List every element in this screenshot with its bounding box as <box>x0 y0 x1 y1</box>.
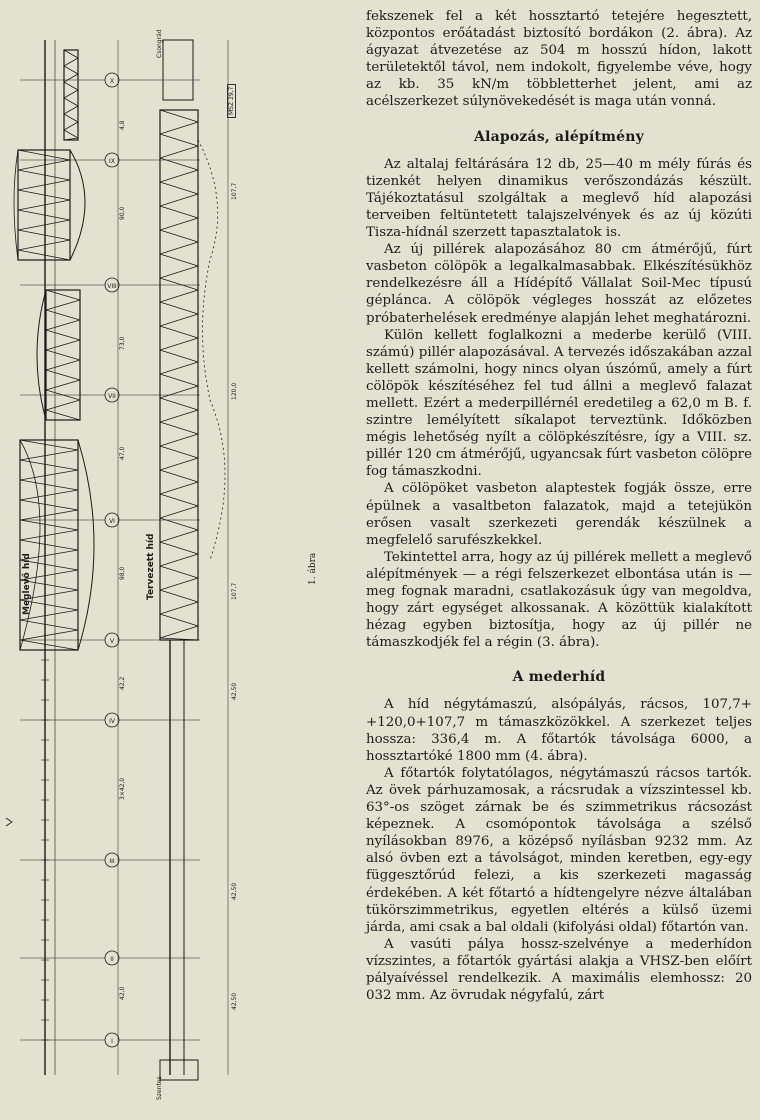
truss-diagonal <box>160 254 198 266</box>
truss-diagonal <box>18 200 70 210</box>
pier-number: X <box>109 78 115 85</box>
article-text-column <box>366 8 752 1004</box>
truss-diagonal <box>46 350 80 360</box>
span-dimension: 4,8 <box>119 120 126 130</box>
truss-diagonal <box>64 50 78 58</box>
truss-diagonal <box>46 320 80 330</box>
margin-mark <box>6 818 12 826</box>
truss-diagonal <box>160 590 198 602</box>
truss-diagonal <box>20 480 78 490</box>
section-heading-river-bridge: A mederhíd <box>512 669 606 686</box>
truss-diagonal <box>64 114 78 122</box>
truss-diagonal <box>160 134 198 146</box>
pier-number: I <box>111 1038 113 1045</box>
truss-diagonal <box>18 180 70 190</box>
paragraph: A híd négytámaszú, alsópályás, rácsos, 107,7+ +120,0+107,7 m támaszközökkel. A szerkezet teljes hossza: 336,4 m. A főtartók távolsága 6000, a hossztartóké 1800 mm (4. ábra). <box>366 697 752 764</box>
truss-diagonal <box>160 614 198 626</box>
truss-diagonal <box>160 218 198 230</box>
truss-diagonal <box>160 542 198 554</box>
truss-diagonal <box>160 602 198 614</box>
truss-diagonal <box>160 566 198 578</box>
pier-number: II <box>110 956 114 963</box>
truss-diagonal <box>20 510 78 520</box>
truss-diagonal <box>18 240 70 250</box>
truss-diagonal <box>160 170 198 182</box>
truss-diagonal <box>20 490 78 500</box>
truss-diagonal <box>64 66 78 74</box>
paragraph: A főtartók folytatólagos, négytámaszú rácsos tartók. Az övek párhuzamosak, a rácsrudak a vízszintessel kb. 63°-os szöget zárnak be és szimmetrikus rácsozást képeznek. A csomópontok távolsága a szélső nyílásokban 8976, a középső nyílásban 9232 mm. Az alsó övben ezt a távolságot, minden keretben, egy-egy függesztőrúd felezi, a kis szerkezeti magasság érdekében. A két főtartó a hídtengelyre nézve általában tükörszimmetrikus, egyetlen eltérés a külső üzemi járda, ami csak a bal oldali (kifolyási oldal) főtartón van. <box>366 765 752 935</box>
existing-truss-span <box>64 50 78 140</box>
span-dimension: 42,50 <box>231 992 238 1010</box>
truss-diagonal <box>46 410 80 420</box>
span-dimension: 47,0 <box>119 446 126 460</box>
truss-diagonal <box>160 386 198 398</box>
bottom-location-label: Szentes <box>156 1076 163 1100</box>
truss-diagonal <box>20 620 78 630</box>
paragraph: A vasúti pálya hossz-szelvénye a mederhídon vízszintes, a főtartók gyártási alakja a VHSZ-ben előírt pályaívéssel rendelkezik. A maximális elemhossz: 20 032 mm. Az övrudak négyfalú, zárt <box>366 936 752 1004</box>
span-dimension: 42,0 <box>119 986 126 1000</box>
truss-diagonal <box>64 122 78 130</box>
paragraph: Az új pillérek alapozásához 80 cm átmérőjű, fúrt vasbeton cölöpök a legalkalmasabbak. Elkészítésükhöz rendelkezésre áll a Hídépítő Vállalat Soil-Mec típusú gépláncа. A cölöpök végleges hosszát az előzetes próbaterhelések eredménye alapján lehet meghatározni. <box>366 242 752 326</box>
truss-diagonal <box>18 150 70 160</box>
truss-diagonal <box>64 98 78 106</box>
bridge-plan-figure <box>0 0 360 1120</box>
truss-diagonal <box>160 470 198 482</box>
truss-diagonal <box>18 220 70 230</box>
span-dimension: 98,0 <box>119 566 126 580</box>
planned-bridge-label: Tervezett híd <box>146 533 156 600</box>
truss-diagonal <box>20 630 78 640</box>
truss-diagonal <box>160 494 198 506</box>
truss-diagonal <box>20 540 78 550</box>
truss-diagonal <box>160 182 198 194</box>
top-location-label: Csongrád <box>156 29 163 58</box>
span-dimension: 73,0 <box>119 336 126 350</box>
truss-diagonal <box>64 90 78 98</box>
existing-bridge-label: Meglevő híd <box>22 553 32 615</box>
intro-paragraph: fekszenek fel a két hossztartó tetejére hegesztett, központos erőátadást biztosító bordákon (2. ábra). Az ágyazat átvezetése az 504 m hosszú hídon, lakott területektől távol, nem indokolt, figyelembe véve, hogy az kb. 35 kN/m többletterhet jelent, ami az acélszerkezet súlynövekedését is maga után vonná. <box>366 9 752 110</box>
truss-diagonal <box>160 350 198 362</box>
truss-diagonal <box>160 266 198 278</box>
truss-diagonal <box>64 58 78 66</box>
truss-diagonal <box>160 338 198 350</box>
span-dimension: 42,2 <box>119 676 126 690</box>
pier-number: IV <box>109 718 115 725</box>
truss-diagonal <box>20 520 78 530</box>
pier-number: VIII <box>107 283 117 290</box>
pier-number: VI <box>109 518 115 525</box>
truss-diagonal <box>46 310 80 320</box>
truss-diagonal <box>160 434 198 446</box>
span-dimension: 42,50 <box>231 882 238 900</box>
truss-diagonal <box>18 190 70 200</box>
truss-diagonal <box>46 400 80 410</box>
truss-diagonal <box>160 374 198 386</box>
span-dimension: 120,0 <box>231 382 238 400</box>
truss-diagonal <box>160 458 198 470</box>
pier-number: VII <box>108 393 116 400</box>
truss-diagonal <box>160 446 198 458</box>
truss-diagonal <box>18 160 70 170</box>
truss-diagonal <box>160 302 198 314</box>
truss-diagonal <box>160 326 198 338</box>
truss-diagonal <box>160 482 198 494</box>
truss-diagonal <box>20 440 78 450</box>
truss-diagonal <box>160 122 198 134</box>
span-dimension: 107,7 <box>231 582 238 600</box>
paragraph: A cölöpöket vasbeton alaptestek fogják össze, erre épülnek a vasaltbeton falazatok, majd a tetejükön erősen vasalt szerkezeti gerendák készülnek a megfelelő sarufészkekkel. <box>366 481 752 548</box>
old-outline-dashed <box>198 140 225 560</box>
truss-diagonal <box>160 290 198 302</box>
span-dimension: 90,0 <box>119 206 126 220</box>
pier-number: IX <box>109 158 115 165</box>
truss-diagonal <box>160 554 198 566</box>
truss-diagonal <box>160 578 198 590</box>
truss-diagonal <box>64 74 78 82</box>
truss-diagonal <box>46 340 80 350</box>
truss-diagonal <box>18 210 70 220</box>
level-label: MSZ 29,7 <box>227 84 236 118</box>
truss-diagonal <box>160 110 198 122</box>
truss-diagonal <box>20 500 78 510</box>
truss-diagonal <box>20 460 78 470</box>
abutment <box>163 40 193 100</box>
span-dimension: 107,7 <box>231 182 238 200</box>
truss-diagonal <box>160 242 198 254</box>
truss-diagonal <box>160 530 198 542</box>
truss-diagonal <box>46 330 80 340</box>
truss-diagonal <box>160 362 198 374</box>
truss-diagonal <box>64 130 78 138</box>
truss-diagonal <box>18 250 70 260</box>
abutment <box>160 1060 198 1080</box>
truss-diagonal <box>46 300 80 310</box>
truss-diagonal <box>64 82 78 90</box>
truss-diagonal <box>160 422 198 434</box>
truss-diagonal <box>46 360 80 370</box>
truss-diagonal <box>18 230 70 240</box>
truss-diagonal <box>160 146 198 158</box>
paragraph: Külön kellett foglalkozni a mederbe kerülő (VIII. számú) pillér alapozásával. A tervezés időszakában azzal kellett számolni, hogy nincs olyan úszómű, amely a fúrt cölöpök készítéséhez fel tud állni a meglevő falazat mellett. Ezért a mederpillérnél eredetileg a 62,0 m B. f. szintre lemélyített síkalapot terveztünk. Időközben mégis lehetőség nyílt a cölöpkészítésre, így a VIII. sz. pillér 120 cm átmérőjű, ugyancsak fúrt vasbeton cölöpre fog támaszkodni. <box>366 327 752 480</box>
bridge-plan-drawing <box>0 0 360 1120</box>
figure-caption: 1. ábra <box>308 552 318 585</box>
span-dimension: 42,50 <box>231 682 238 700</box>
truss-diagonal <box>20 530 78 540</box>
truss-diagonal <box>160 194 198 206</box>
truss-diagonal <box>46 370 80 380</box>
truss-diagonal <box>18 170 70 180</box>
truss-diagonal <box>160 410 198 422</box>
truss-diagonal <box>160 206 198 218</box>
truss-diagonal <box>46 380 80 390</box>
truss-diagonal <box>160 626 198 638</box>
section-heading-foundation: Alapozás, alépítmény <box>474 128 644 145</box>
truss-diagonal <box>160 278 198 290</box>
pier-number: V <box>109 638 115 645</box>
truss-diagonal <box>160 230 198 242</box>
paragraph: Tekintettel arra, hogy az új pillérek mellett a meglevő alépítmények — a régi felszerkezet elbontása után is — meg fognak maradni, csatlakozásuk úgy van megoldva, hogy zárt egységet alkossanak. A közöttük kialakított hézag egyben biztosítja, hogy az új pillér ne támaszkodjék fel a régin (3. ábra). <box>366 549 752 651</box>
truss-diagonal <box>20 470 78 480</box>
planned-truss-bridge <box>160 110 198 640</box>
truss-diagonal <box>20 640 78 650</box>
truss-diagonal <box>160 506 198 518</box>
span-dimension: 3×42,0 <box>119 777 126 800</box>
truss-diagonal <box>160 398 198 410</box>
paragraph: Az altalaj feltárására 12 db, 25—40 m mély fúrás és tizenkét helyen dinamikus verőszondázás készült. Tájékoztatásul szolgáltak a meglevő híd alapozási terveiben feltüntetett talajszelvények és az új közúti Tisza-hídnál szerzett tapasztalatok is. <box>366 156 752 241</box>
truss-diagonal <box>64 106 78 114</box>
truss-diagonal <box>160 314 198 326</box>
pier-number: III <box>109 858 115 865</box>
truss-diagonal <box>46 290 80 300</box>
